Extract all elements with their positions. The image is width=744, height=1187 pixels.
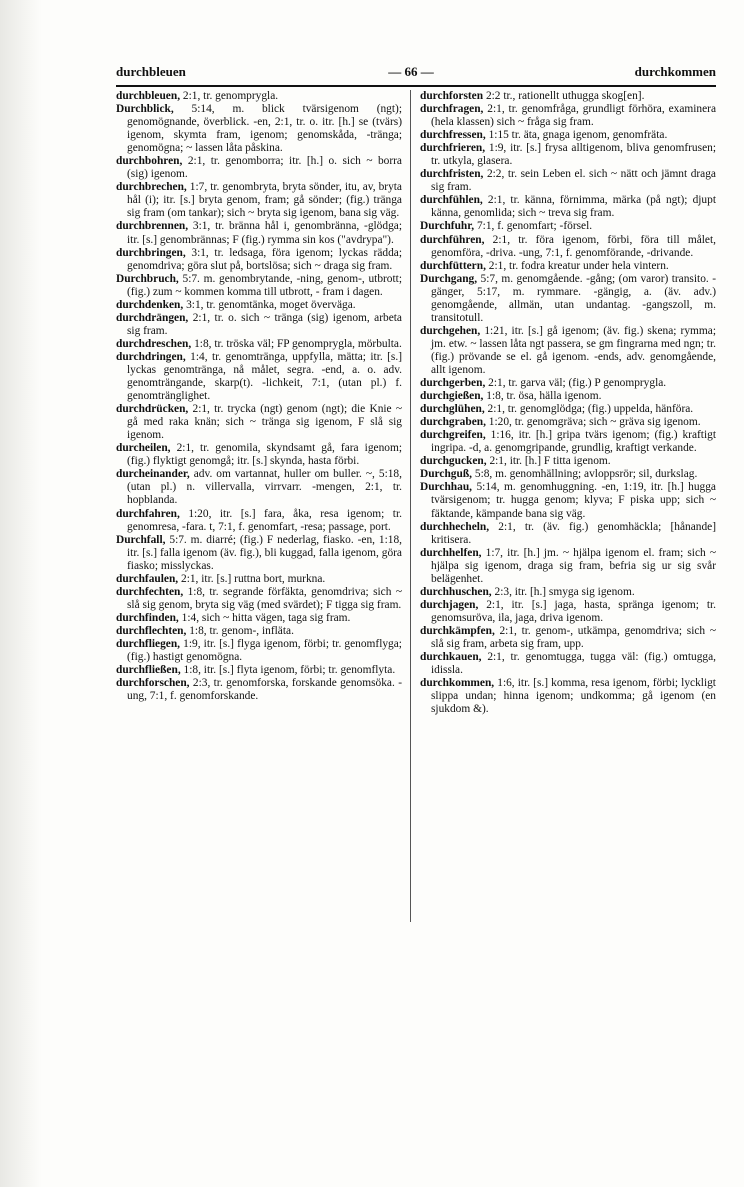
- entry-headword: durchhelfen,: [420, 546, 482, 559]
- right-column: [420, 90, 716, 716]
- page-number: — 66 —: [388, 64, 434, 79]
- entry-definition: 2:1, tr. (äv. fig.) genomhäckla; [hånande] kritisera.: [431, 520, 716, 546]
- dictionary-entry: [116, 181, 402, 220]
- dictionary-entry: [420, 599, 716, 625]
- entry-headword: durchfüttern,: [420, 259, 486, 272]
- dictionary-entry: [116, 586, 402, 612]
- entry-definition: 1:20, tr. genomgräva; sich ~ gräva sig igenom.: [488, 416, 701, 429]
- dictionary-entry: [420, 194, 716, 220]
- entry-headword: durchbohren,: [116, 155, 183, 168]
- entry-definition: 2:2, tr. sein Leben el. sich ~ nätt och jämnt draga sig fram.: [431, 168, 716, 194]
- entry-definition: 3:1, tr. genomtänka, moget överväga.: [186, 298, 356, 311]
- entry-headword: Durchguß,: [420, 468, 473, 481]
- dictionary-entry: [420, 234, 716, 260]
- dictionary-entry: [420, 90, 716, 103]
- entry-headword: Durchbruch,: [116, 272, 179, 285]
- left-column: [116, 90, 402, 703]
- entry-headword: durcheilen,: [116, 442, 171, 455]
- entry-headword: durchfristen,: [420, 168, 484, 181]
- header-right-guideword: durchkommen: [634, 64, 716, 79]
- entry-headword: durchführen,: [420, 233, 485, 246]
- entry-headword: durchkommen,: [420, 677, 495, 690]
- entry-definition: 2:1, tr. fodra kreatur under hela vintern.: [488, 259, 669, 272]
- entry-definition: 7:1, f. genomfart; -försel.: [476, 220, 593, 233]
- entry-headword: durchfliegen,: [116, 637, 181, 650]
- entry-headword: durchfahren,: [116, 507, 180, 520]
- entry-definition: 1:8, tr. tröska väl; FP genomprygla, mörbulta.: [194, 337, 402, 350]
- dictionary-entry: [420, 103, 716, 129]
- entry-definition: 2:1, tr. genomborra; itr. [h.] o. sich ~ borra (sig) igenom.: [127, 155, 402, 181]
- entry-definition: 2:1, itr. [h.] F titta igenom.: [489, 455, 611, 468]
- entry-definition: 1:16, itr. [h.] gripa tvärs igenom; (fig.) kraftigt ingripa. -d, a. genomgripande, grundlig, kraftigt verkande.: [431, 429, 716, 455]
- dictionary-entry: [116, 508, 402, 534]
- dictionary-entry: [420, 273, 716, 325]
- dictionary-entry: [116, 312, 402, 338]
- header-rule: [116, 85, 716, 87]
- dictionary-entry: [116, 468, 402, 507]
- entry-headword: durchkauen,: [420, 651, 482, 664]
- entry-headword: durchfressen,: [420, 129, 486, 142]
- entry-definition: 1:7, itr. [h.] jm. ~ hjälpa igenom el. fram; sich ~ hjälpa sig igenom, draga sig fram, befria sig ur sig svår belägenhet.: [431, 546, 716, 585]
- entry-headword: durchforschen,: [116, 677, 190, 690]
- entry-definition: 1:9, itr. [s.] flyga igenom, förbi; tr. genomflyga; (fig.) hastigt genomögna.: [127, 637, 402, 664]
- entry-definition: 2:3, tr. genomforska, forskande genomsöka. -ung, 7:1, f. genomforskande.: [127, 677, 402, 703]
- dictionary-entry: [116, 573, 402, 586]
- entry-headword: durchgreifen,: [420, 429, 486, 442]
- dictionary-entry: [116, 299, 402, 312]
- dictionary-entry: [420, 416, 716, 429]
- entry-definition: 2:1, tr. genomglödga; (fig.) uppelda, hänföra.: [487, 403, 694, 416]
- dictionary-entry: [116, 247, 402, 273]
- entry-headword: durchdreschen,: [116, 337, 192, 350]
- entry-headword: durchfrieren,: [420, 142, 486, 155]
- dictionary-entry: [420, 586, 716, 599]
- entry-definition: 2:1, tr. genomtugga, tugga väl: (fig.) omtugga, idissla.: [431, 651, 716, 677]
- entry-headword: durchhecheln,: [420, 520, 490, 533]
- dictionary-entry: [420, 390, 716, 403]
- entry-headword: durchbleuen,: [116, 90, 181, 102]
- entry-headword: durchfragen,: [420, 103, 484, 116]
- dictionary-entry: [420, 677, 716, 716]
- entry-headword: durchbrechen,: [116, 181, 187, 194]
- entry-definition: 1:15 tr. äta, gnaga igenom, genomfräta.: [488, 129, 668, 142]
- dictionary-entry: [116, 677, 402, 703]
- header-left-guideword: durchbleuen: [116, 64, 186, 79]
- entry-definition: 2:1, tr. o. sich ~ tränga (sig) igenom, arbeta sig fram.: [127, 311, 402, 337]
- entry-definition: 1:7, tr. genombryta, bryta sönder, itu, av, bryta hål (i); itr. [s.] bryta genom, fram; gå sönder; (fig.) tränga sig fram (om tankar); sich ~ bryta sig igenom, bana sig väg.: [127, 181, 402, 220]
- dictionary-entry: [420, 625, 716, 651]
- dictionary-entry: [116, 638, 402, 664]
- entry-headword: durchdringen,: [116, 350, 186, 363]
- entry-definition: 2:1, tr. känna, förnimma, märka (på ngt); djupt känna, genomlida; sich ~ treva sig fram.: [431, 194, 716, 220]
- dictionary-entry: [116, 220, 402, 246]
- entry-definition: 2:1, tr. föra igenom, förbi, föra till målet, genomföra, -driva. -ung, 7:1, f. genomförande, -drivande.: [431, 233, 716, 259]
- entry-definition: 1:8, tr. segrande förfäkta, genomdriva; sich ~ slå sig genom, bryta sig väg (med svärdet); F tigga sig fram.: [127, 585, 402, 611]
- dictionary-entry: [420, 377, 716, 390]
- entry-definition: 5:7. m. diarré; (fig.) F nederlag, fiasko. -en, 1:18, itr. [s.] falla igenom (äv. fig.), bli kuggad, falla igenom, göra fiasko; misslyckas.: [127, 533, 402, 572]
- dictionary-entry: [116, 534, 402, 573]
- entry-headword: durchfaulen,: [116, 572, 179, 585]
- dictionary-entry: [116, 103, 402, 155]
- dictionary-entry: [420, 521, 716, 547]
- entry-headword: Durchgang,: [420, 272, 478, 285]
- entry-headword: durchfließen,: [116, 664, 181, 677]
- page-header: [116, 64, 716, 86]
- entry-headword: Durchhau,: [420, 481, 473, 494]
- entry-headword: durchfechten,: [116, 585, 184, 598]
- entry-definition: 2:1, itr. [s.] jaga, hasta, spränga igenom; tr. genomsuröva, ila, jaga, driva igenom.: [431, 598, 716, 624]
- entry-headword: durchgerben,: [420, 377, 486, 390]
- dictionary-entry: [116, 351, 402, 403]
- entry-definition: 1:8, tr. ösa, hälla igenom.: [486, 390, 602, 403]
- entry-headword: durchkämpfen,: [420, 624, 495, 637]
- entry-definition: 2:1, tr. genomfråga, grundligt förhöra, examinera (hela klassen) sich ~ fråga sig fram.: [431, 103, 716, 129]
- entry-definition: 1:21, itr. [s.] gå igenom; (äv. fig.) skena; rymma; jm. etw. ~ lassen låta ngt passera, se gm fingrarna med ngn; tr. (fig.) prövande se el. gå igenom. -ends, adv. genomgående, allt igenom.: [431, 324, 716, 376]
- entry-headword: durchbringen,: [116, 246, 186, 259]
- entry-definition: 1:8, itr. [s.] flyta igenom, förbi; tr. genomflyta.: [183, 664, 396, 677]
- entry-definition: adv. om vartannat, huller om buller. ~, 5:18, (utan pl.) n. villervalla, virrvarr. -mengen, 2:1, tr. hopblanda.: [127, 468, 402, 507]
- dictionary-entry: [116, 442, 402, 468]
- entry-headword: durchfühlen,: [420, 194, 483, 207]
- dictionary-entry: [116, 664, 402, 677]
- dictionary-entry: [116, 90, 402, 103]
- dictionary-entry: [420, 429, 716, 455]
- dictionary-entry: [116, 612, 402, 625]
- entry-definition: 5:14, m. blick tvärsigenom (ngt); genomögnande, överblick. -en, 2:1, tr. o. itr. [h.] se (tvärs) igenom, skymta fram, igenom; genomskåda, -tränga; genomögna; ~ lassen låta påskina.: [127, 103, 402, 155]
- entry-headword: durchbrennen,: [116, 220, 189, 233]
- entry-headword: durcheinander,: [116, 468, 190, 481]
- entry-headword: durchdenken,: [116, 298, 184, 311]
- entry-headword: durchforsten: [420, 90, 484, 102]
- dictionary-entry: [420, 142, 716, 168]
- entry-definition: 1:20, itr. [s.] fara, åka, resa igenom; tr. genomresa, -fara. t, 7:1, f. genomfart, -resa; passage, port.: [127, 507, 402, 533]
- entry-definition: 2:1, tr. garva väl; (fig.) P genomprygla.: [488, 377, 667, 390]
- dictionary-entry: [420, 129, 716, 142]
- entry-definition: 5:8, m. genomhällning; avloppsrör; sil, durkslag.: [474, 468, 698, 481]
- entry-headword: durchflechten,: [116, 624, 187, 637]
- dictionary-entry: [420, 468, 716, 481]
- dictionary-entry: [116, 625, 402, 638]
- dictionary-entry: [420, 547, 716, 586]
- page-edge-shadow: [0, 0, 42, 1187]
- entry-definition: 2:3, itr. [h.] smyga sig igenom.: [494, 585, 635, 598]
- entry-definition: 2:1, tr. genomila, skyndsamt gå, fara igenom; (fig.) flyktigt genomgå; itr. [s.] skynda, hasta förbi.: [127, 442, 402, 468]
- dictionary-entry: [420, 260, 716, 273]
- entry-definition: 3:1, tr. ledsaga, föra igenom; lyckas rädda; genomdriva; göra slut på, bortslösa; sich ~ draga sig fram.: [127, 246, 402, 272]
- dictionary-entry: [420, 651, 716, 677]
- entry-definition: 1:4, sich ~ hitta vägen, taga sig fram.: [181, 611, 351, 624]
- entry-headword: Durchfall,: [116, 533, 166, 546]
- entry-headword: durchjagen,: [420, 598, 479, 611]
- entry-definition: 5:7, m. genomgående. -gång; (om varor) transito. -gänger, 5:17, m. rymmare. -gängig, a. (äv. adv.) genomgående, allmän, utan undantag. -gangszoll, m. transitotull.: [431, 272, 716, 324]
- entry-definition: 5:14, m. genomhuggning. -en, 1:19, itr. [h.] hugga tvärsigenom; tr. hugga genom; klyva; F piska upp; sich ~ fäktande, kämpande bana sig väg.: [431, 481, 716, 520]
- entry-definition: 1:8, tr. genom-, infläta.: [189, 624, 294, 637]
- entry-headword: durchgehen,: [420, 324, 481, 337]
- entry-headword: durchdrücken,: [116, 403, 189, 416]
- column-divider: [410, 90, 411, 922]
- entry-definition: 2:1, tr. genomprygla.: [182, 90, 279, 102]
- entry-definition: 2:2 tr., rationellt uthugga skog[en].: [485, 90, 645, 102]
- entry-headword: durchhuschen,: [420, 585, 492, 598]
- entry-definition: 5:7. m. genombrytande, -ning, genom-, utbrott; (fig.) zum ~ kommen komma till utbrott, - fram i dagen.: [127, 272, 402, 298]
- entry-definition: 3:1, tr. bränna hål i, genombränna, -glödga; itr. [s.] genombrännas; F (fig.) rymma sin kos ("avdrypa").: [127, 220, 402, 246]
- dictionary-entry: [420, 403, 716, 416]
- dictionary-entry: [116, 403, 402, 442]
- entry-headword: durchfinden,: [116, 611, 179, 624]
- entry-definition: 1:6, itr. [s.] komma, resa igenom, förbi; lyckligt slippa undan; hinna igenom; undkomma; gå igenom (en sjukdom &).: [431, 677, 716, 716]
- entry-headword: durchdrängen,: [116, 311, 189, 324]
- entry-definition: 2:1, tr. trycka (ngt) genom (ngt); die Knie ~ gå med raka knän; sich ~ tränga sig igenom, F slå sig igenom.: [127, 403, 402, 442]
- entry-headword: durchglühen,: [420, 403, 485, 416]
- entry-definition: 2:1, tr. genom-, utkämpa, genomdriva; sich ~ slå sig fram, arbeta sig fram, upp.: [431, 624, 716, 650]
- entry-headword: Durchfuhr,: [420, 220, 475, 233]
- dictionary-entry: [116, 273, 402, 299]
- entry-definition: 2:1, itr. [s.] ruttna bort, murkna.: [181, 572, 326, 585]
- dictionary-entry: [116, 338, 402, 351]
- entry-definition: 1:9, itr. [s.] frysa alltigenom, bliva genomfrusen; tr. utkyla, glasera.: [431, 142, 716, 168]
- dictionary-entry: [116, 155, 402, 181]
- entry-headword: durchgießen,: [420, 390, 484, 403]
- dictionary-entry: [420, 481, 716, 520]
- dictionary-entry: [420, 325, 716, 377]
- dictionary-entry: [420, 168, 716, 194]
- entry-headword: durchgucken,: [420, 455, 487, 468]
- dictionary-entry: [420, 455, 716, 468]
- entry-definition: 1:4, tr. genomtränga, uppfylla, mätta; itr. [s.] lyckas genomtränga, nå målet, segra. -end, a. o. adv. genomträngande, skarp(t). -lichkeit, 7:1, (utan pl.) f. genomtränglighet.: [127, 350, 402, 403]
- dictionary-entry: [420, 220, 716, 233]
- entry-headword: Durchblick,: [116, 103, 174, 116]
- entry-headword: durchgraben,: [420, 416, 486, 429]
